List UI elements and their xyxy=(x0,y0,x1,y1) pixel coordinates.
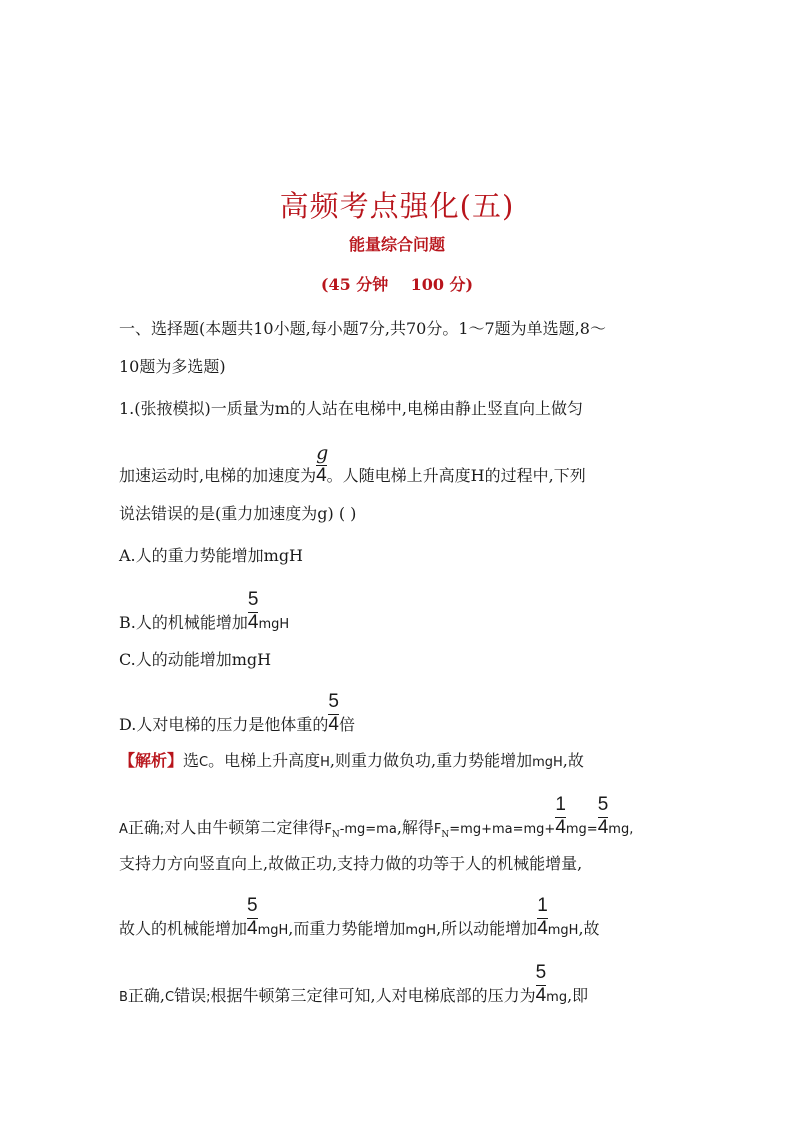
analysis-text: ,解得 xyxy=(396,818,434,837)
fraction-numerator: 5 xyxy=(328,692,339,715)
analysis-text: 根据牛顿第三定律可知,人对电梯底部的压力为 xyxy=(210,986,536,1005)
symbol-mgh: mgH xyxy=(257,923,289,938)
fraction-numerator: 5 xyxy=(536,963,547,986)
equation: =mg+ma=mg+ xyxy=(449,822,556,837)
analysis-line1 xyxy=(119,750,584,774)
question1-line2 xyxy=(119,442,586,488)
fraction-denominator: 4 xyxy=(247,918,258,939)
option-letter: C xyxy=(165,990,175,1005)
subscript-n: N xyxy=(331,830,340,841)
question1-line2-tail: 。人随电梯上升高度H的过程中,下列 xyxy=(326,466,586,485)
symbol-mgh: mgH xyxy=(532,755,563,770)
analysis-text: 错误 xyxy=(174,986,207,1005)
option-b-fraction xyxy=(247,589,259,635)
question1-line3: 说法错误的是(重力加速度为g) ( ) xyxy=(119,504,357,523)
analysis-text: 故人的机械能增加 xyxy=(119,919,248,938)
fraction-numerator: 5 xyxy=(248,590,259,613)
question1-line1: 1.(张掖模拟)一质量为m的人站在电梯中,电梯由静止竖直向上做匀 xyxy=(119,399,584,418)
fraction-five-quarters xyxy=(597,794,609,840)
option-d xyxy=(119,691,355,737)
fraction-numerator: 1 xyxy=(537,896,548,919)
section-heading-line1: 一、选择题(本题共10小题,每小题7分,共70分。1～7题为单选题,8～ xyxy=(119,319,606,338)
accel-fraction xyxy=(316,442,329,488)
symbol-mgh: mgH xyxy=(547,923,579,938)
page-title: 高频考点强化(五) xyxy=(279,189,515,223)
analysis-line3: 支持力方向竖直向上,故做正功,支持力做的功等于人的机械能增量, xyxy=(119,854,583,873)
fraction-five-quarters xyxy=(247,895,258,941)
fraction-numerator: 5 xyxy=(247,896,258,919)
option-letter: B xyxy=(119,990,128,1005)
punctuation: ; xyxy=(159,822,165,837)
analysis-text: 正确 xyxy=(127,818,160,837)
analysis-text: 选 xyxy=(183,751,200,770)
analysis-line2 xyxy=(119,794,634,846)
subscript-n: N xyxy=(441,830,450,841)
analysis-text: ,则重力做负功,重力势能增加 xyxy=(329,751,533,770)
fraction-denominator: 4 xyxy=(247,612,259,633)
analysis-text: 。电梯上升高度 xyxy=(208,751,321,770)
option-c: C.人的动能增加mgH xyxy=(119,650,272,669)
option-b-text: B.人的机械能增加 xyxy=(119,613,248,632)
question1-line2-text: 加速运动时,电梯的加速度为 xyxy=(119,466,317,485)
option-letter: A xyxy=(119,822,128,837)
analysis-text: ,即 xyxy=(567,986,589,1005)
option-d-text: D.人对电梯的压力是他体重的 xyxy=(119,715,329,734)
symbol-h: H xyxy=(320,755,330,770)
fraction-denominator: 4 xyxy=(555,817,566,838)
analysis-text: ,故 xyxy=(578,919,600,938)
section-heading-line2: 10题为多选题) xyxy=(119,357,226,376)
equation: mg, xyxy=(608,822,634,837)
symbol-mgh: mgH xyxy=(405,923,437,938)
analysis-line5 xyxy=(119,962,589,1009)
option-b xyxy=(119,589,290,636)
analysis-text: 对人由牛顿第二定律得 xyxy=(164,818,325,837)
fraction-denominator: 4 xyxy=(537,918,548,939)
time-score: (45 分钟 100 分) xyxy=(320,275,474,294)
analysis-text: 正确, xyxy=(127,986,166,1005)
fraction-denominator: 4 xyxy=(597,817,609,838)
fraction-five-quarters xyxy=(535,962,547,1008)
analysis-text: ,所以动能增加 xyxy=(436,919,538,938)
fraction-one-quarter xyxy=(537,895,548,941)
analysis-line4 xyxy=(119,895,600,942)
equation: -mg=ma xyxy=(339,822,397,837)
fraction-denominator: 4 xyxy=(535,985,547,1006)
fraction-denominator: 4 xyxy=(328,714,339,735)
analysis-tag: 【解析】 xyxy=(119,751,184,770)
option-a: A.人的重力势能增加mgH xyxy=(119,546,304,565)
symbol-mg: mg xyxy=(546,990,568,1005)
fraction-denominator: 4 xyxy=(316,465,327,486)
option-d-fraction xyxy=(328,691,339,737)
equation: mg= xyxy=(565,822,598,837)
answer-letter: C xyxy=(199,755,209,770)
fraction-numerator: 1 xyxy=(555,795,566,818)
analysis-text: ,故 xyxy=(562,751,584,770)
option-d-tail: 倍 xyxy=(338,715,355,734)
analysis-text: ,而重力势能增加 xyxy=(288,919,406,938)
symbol-f: F xyxy=(433,822,442,837)
symbol-f: F xyxy=(324,822,332,837)
fraction-one-quarter xyxy=(555,794,566,840)
fraction-numerator: g xyxy=(316,442,329,464)
punctuation: ; xyxy=(206,990,211,1005)
page-subtitle: 能量综合问题 xyxy=(348,235,445,254)
option-b-unit: mgH xyxy=(258,617,290,632)
fraction-numerator: 5 xyxy=(598,795,609,818)
